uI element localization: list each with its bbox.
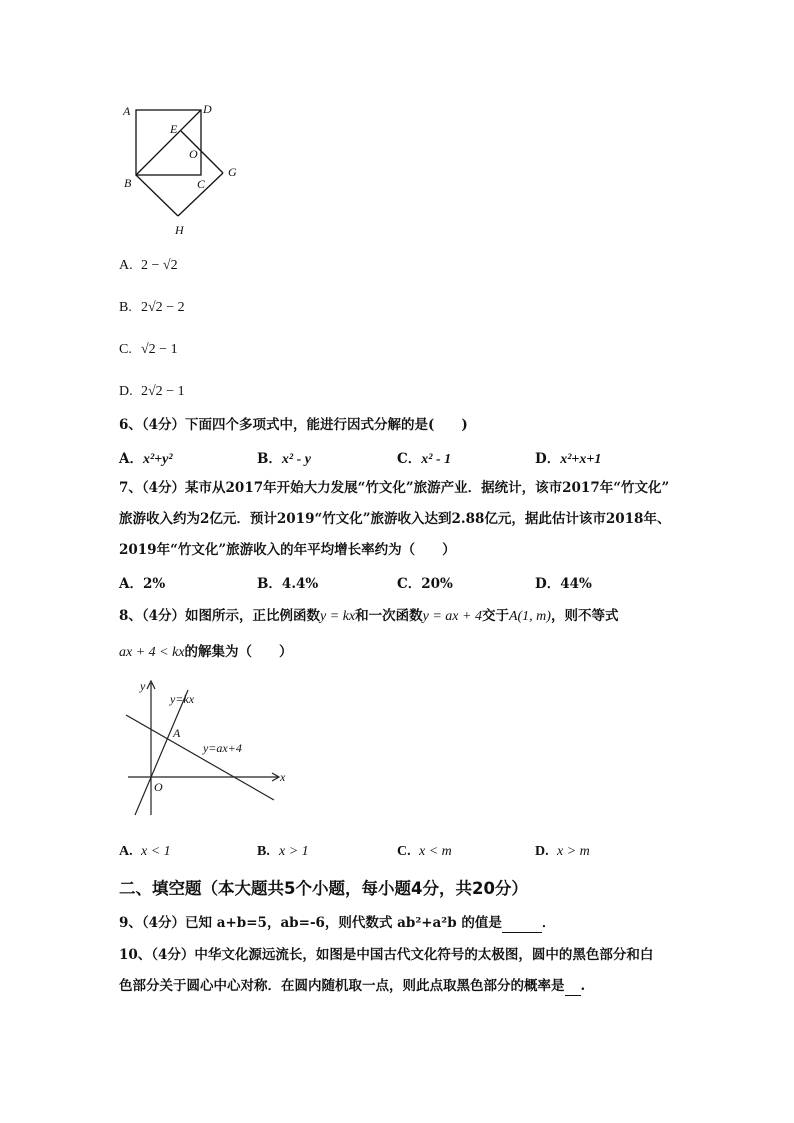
q7-line3: 2019年“竹文化”旅游收入的年平均增长率约为（ ） (119, 542, 456, 558)
q8-option-c[interactable]: C. x < m (397, 844, 452, 859)
q10-line1: 10、（4分）中华文化源远流长，如图是中国古代文化符号的太极图，圆中的黑色部分和白 (119, 947, 654, 963)
label-G: G (228, 165, 237, 179)
graph-y-label: y (140, 679, 146, 693)
q6-option-a[interactable]: A．x²+y² (119, 451, 173, 467)
graph-point-a-label: A (173, 726, 181, 740)
q6-option-b[interactable]: B．x² - y (257, 451, 311, 467)
q7-options (119, 572, 679, 592)
q6-stem: 6、（4分）下面四个多项式中，能进行因式分解的是( ) (119, 417, 468, 433)
function-graph (118, 675, 293, 820)
graph-line1-label: y=kx (170, 692, 195, 706)
q9-stem: 9、（4分）已知 a+b=5，ab=-6，则代数式 ab²+a²b 的值是 ． (119, 915, 556, 931)
q7-line2: 旅游收入约为2亿元．预计2019“竹文化”旅游收入达到2.88亿元，据此估计该市2018年、 (119, 511, 671, 527)
label-C: C (197, 177, 206, 191)
q8-options (119, 843, 679, 863)
q8-line2: ax + 4 < kx的解集为（ ） (119, 644, 293, 660)
graph-origin-label: O (154, 780, 163, 794)
graph-x-label: x (280, 770, 286, 784)
q5-option-c[interactable]: C. √2 − 1 (119, 342, 178, 357)
label-E: E (170, 122, 178, 136)
label-O: O (189, 147, 198, 161)
geometry-figure-squares (115, 95, 255, 240)
q6-options (119, 447, 679, 467)
q5-option-a[interactable]: A. 2 − √2 (119, 258, 178, 273)
q10-line2: 色部分关于圆心中心对称．在圆内随机取一点，则此点取黑色部分的概率是 . (119, 978, 586, 994)
q7-option-b[interactable]: B．4.4% (257, 576, 319, 592)
graph-line2-label: y=ax+4 (203, 741, 242, 755)
q7-option-d[interactable]: D．44% (535, 576, 592, 592)
q7-option-c[interactable]: C．20% (397, 576, 453, 592)
q7-line1: 7、（4分）某市从2017年开始大力发展“竹文化”旅游产业．据统计，该市2017年“竹文化” (119, 480, 670, 496)
q8-option-d[interactable]: D. x > m (535, 844, 590, 859)
q6-option-d[interactable]: D．x²+x+1 (535, 451, 602, 467)
q5-option-d[interactable]: D. 2√2 − 1 (119, 384, 185, 399)
q5-option-b[interactable]: B. 2√2 − 2 (119, 300, 185, 315)
label-H: H (175, 223, 184, 237)
label-A: A (123, 104, 131, 118)
label-D: D (203, 102, 212, 116)
q8-line1: 8、（4分）如图所示，正比例函数y = kx和一次函数y = ax + 4交于A(1, m)，则不等式 (119, 608, 619, 624)
q9-answer-blank[interactable] (502, 914, 542, 933)
q6-option-c[interactable]: C．x² - 1 (397, 451, 452, 467)
label-B: B (124, 176, 132, 190)
q8-option-b[interactable]: B. x > 1 (257, 844, 309, 859)
q7-option-a[interactable]: A．2% (119, 576, 166, 592)
q8-option-a[interactable]: A. x < 1 (119, 844, 171, 859)
section-fill-in-blank-heading: 二、填空题（本大题共5个小题，每小题4分，共20分） (119, 879, 528, 898)
q10-answer-blank[interactable] (565, 977, 581, 996)
